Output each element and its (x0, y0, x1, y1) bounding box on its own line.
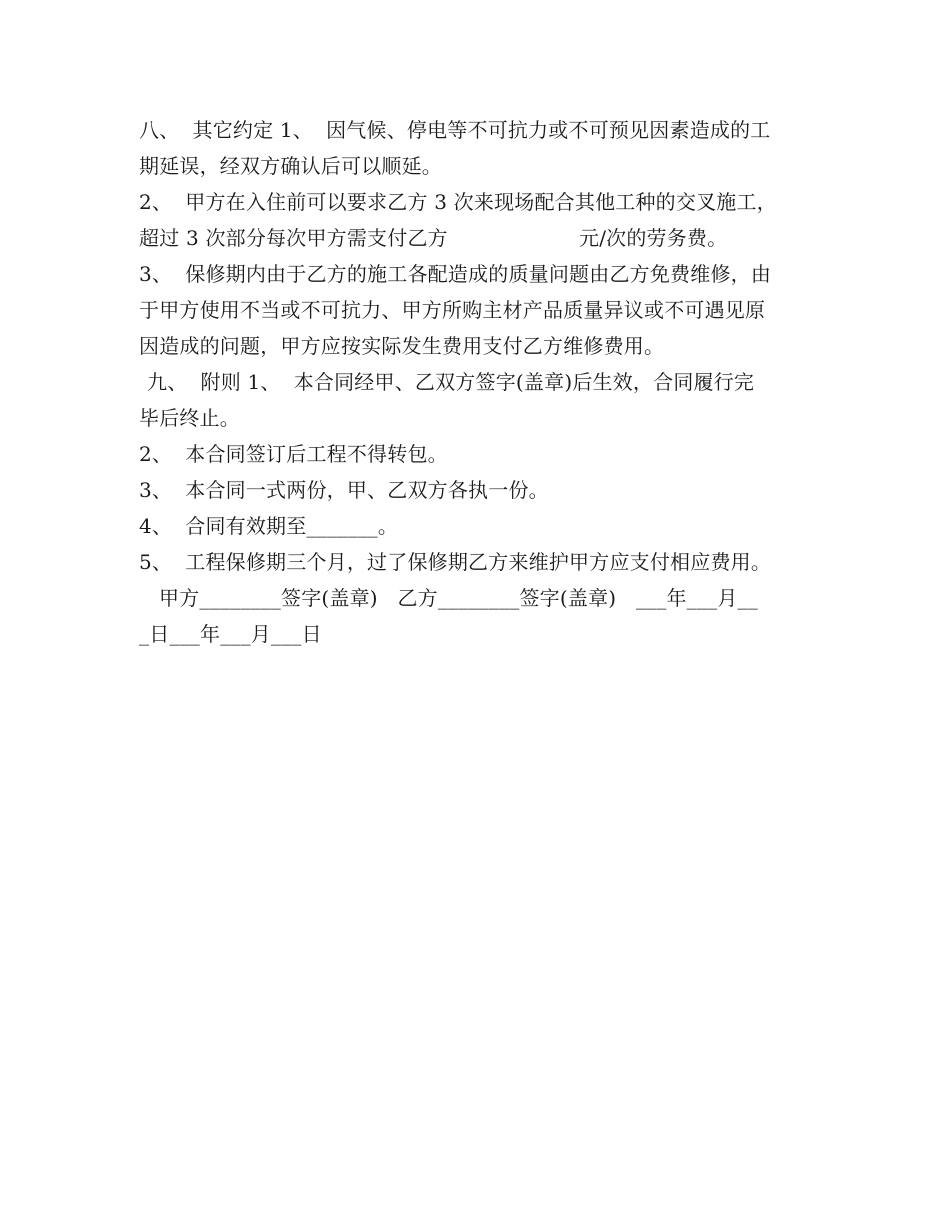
text-line: 2、 甲方在入住前可以要求乙方 3 次来现场配合其他工种的交叉施工， (139, 190, 777, 214)
text-line: 3、 保修期内由于乙方的施工各配造成的质量问题由乙方免费维修，由 (139, 262, 772, 286)
contract-page (139, 112, 819, 652)
text-line: 八、 其它约定 1、 因气候、停电等不可抗力或不可预见因素造成的工 (139, 118, 771, 142)
text-line: 期延误，经双方确认后可以顺延。 (139, 154, 442, 178)
text-line: 毕后终止。 (139, 406, 240, 430)
text-line: 2、 本合同签订后工程不得转包。 (139, 442, 448, 466)
text-line: 于甲方使用不当或不可抗力、甲方所购主材产品质量异议或不可遇见原 (139, 298, 766, 322)
text-line: 九、 附则 1、 本合同经甲、乙双方签字(盖章)后生效，合同履行完 (147, 370, 755, 394)
text-line: 3、 本合同一式两份，甲、乙双方各执一份。 (139, 478, 549, 502)
signature-line: 甲方________签字(盖章) 乙方________签字(盖章) ___年___月__ (159, 586, 758, 610)
text-line: 4、 合同有效期至_______。 (139, 514, 399, 538)
text-line: 5、 工程保修期三个月，过了保修期乙方来维护甲方应支付相应费用。 (139, 550, 772, 574)
date-line: _日___年___月___日 (139, 622, 322, 646)
text-line: 超过 3 次部分每次甲方需支付乙方 元/次的劳务费。 (139, 226, 728, 250)
text-line: 因造成的问题，甲方应按实际发生费用支付乙方维修费用。 (139, 334, 665, 358)
